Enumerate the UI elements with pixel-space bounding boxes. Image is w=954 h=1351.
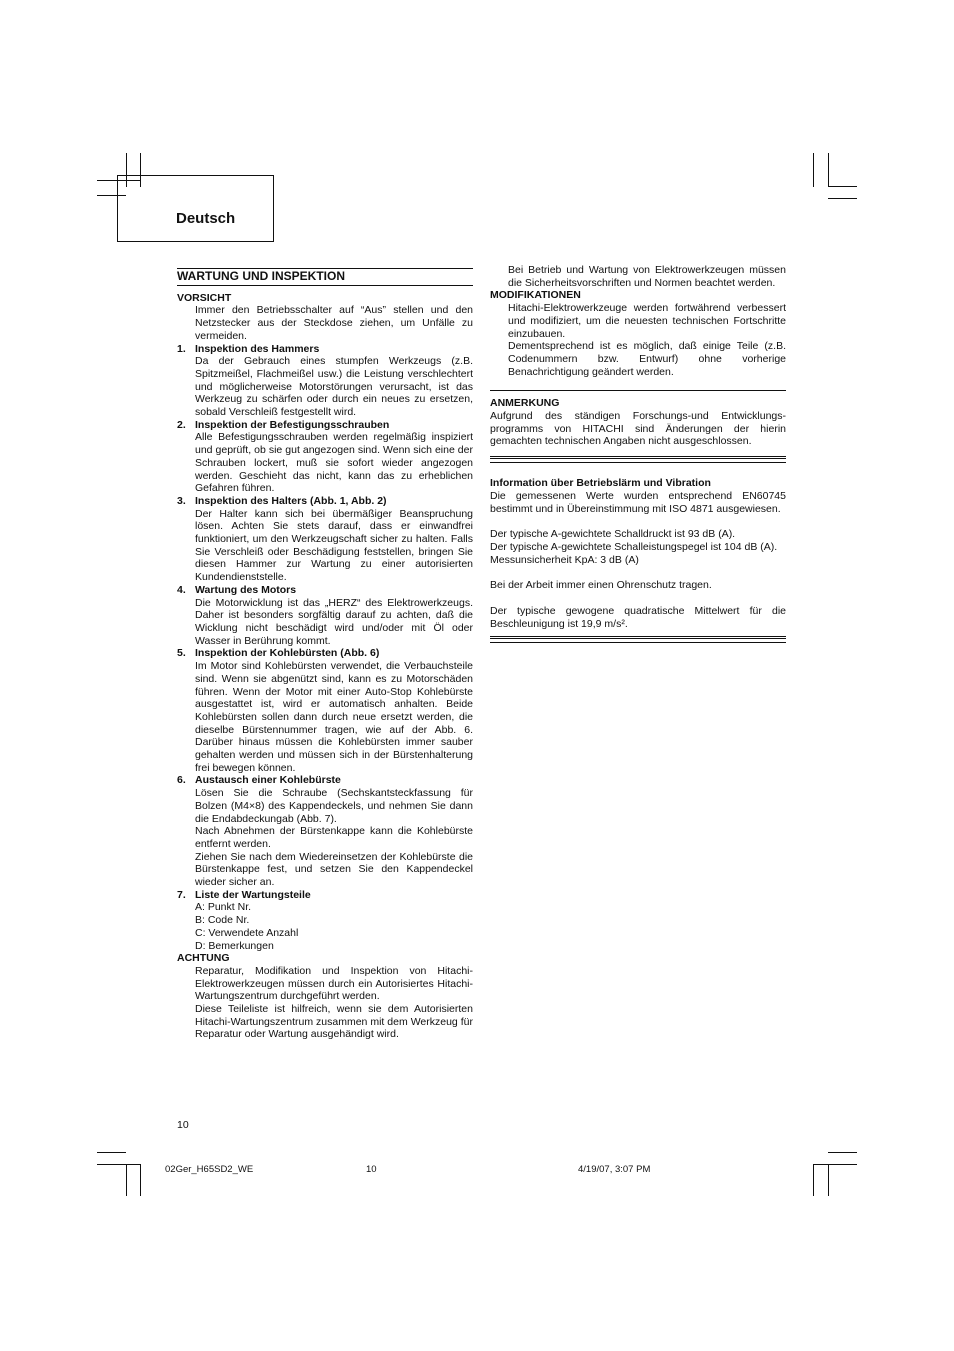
crop-mark — [828, 153, 829, 187]
item-title: Inspektion des Halters (Abb. 1, Abb. 2) — [195, 494, 387, 507]
vorsicht-label: VORSICHT — [177, 291, 232, 304]
sound-power-text: Der typische A-gewichtete Schalleistungspegel ist 104 dB (A). — [490, 540, 778, 553]
list-item — [177, 495, 473, 584]
modifikationen-text: Dementsprechend ist es möglich, daß einige Teile (z.B. Codenummern bzw. Entwurf) ohne vorherige Benachrichtigung geändert werden. — [508, 340, 786, 378]
item-title: Inspektion der Befestigungsschrauben — [195, 418, 390, 431]
page-number: 10 — [177, 1119, 189, 1131]
list-item — [177, 343, 473, 419]
language-box — [117, 175, 274, 242]
parts-column-b: B: Code Nr. — [195, 914, 250, 927]
item-title: Liste der Wartungsteile — [195, 888, 311, 901]
modifikationen-text: Hitachi-Elektrowerkzeuge werden fortwährend verbessert und modifiziert, um die neuesten technischen Fortschritte einzubauen. — [508, 302, 786, 340]
crop-mark — [813, 1164, 814, 1196]
section-title: WARTUNG UND INSPEKTION — [177, 268, 473, 286]
item-number: 2. — [177, 418, 186, 431]
intro-text: Bei Betrieb und Wartung von Elektrowerkzeugen müssen die Sicherheitsvorschriften und Normen beachtet werden. — [508, 264, 786, 289]
item-number: 7. — [177, 888, 186, 901]
ear-protection-text: Bei der Arbeit immer einen Ohrenschutz tragen. — [490, 579, 712, 592]
list-item — [177, 419, 473, 495]
item-number: 3. — [177, 494, 186, 507]
sound-pressure-text: Der typische A-gewichtete Schalldruckt ist 93 dB (A). — [490, 528, 736, 541]
footer-date: 4/19/07, 3:07 PM — [578, 1164, 651, 1175]
noise-title: Information über Betriebslärm und Vibration — [490, 477, 711, 490]
vorsicht-text: Immer den Betriebsschalter auf “Aus” stellen und den Netzstecker aus der Steckdose ziehen, um Unfälle zu vermeiden. — [195, 304, 473, 342]
item-text: Der Halter kann sich bei übermäßiger Beanspruchung lösen. Achten Sie stets darauf, dass er einwandfrei funktioniert, um den Werkzeugschaft sicher zu halten. Falls Sie Verschleiß oder Beschädigung feststellen, bringen Sie diesen Hammer zur Wartung zu einer autorisierten Kundendienststelle. — [195, 507, 473, 584]
achtung-label: ACHTUNG — [177, 952, 230, 965]
item-number: 6. — [177, 774, 186, 787]
modifikationen-label: MODIFIKATIONEN — [490, 289, 581, 302]
crop-mark — [126, 1164, 127, 1196]
uncertainty-text: Messunsicherheit KpA: 3 dB (A) — [490, 553, 639, 566]
list-item — [177, 774, 473, 888]
parts-column-c: C: Verwendete Anzahl — [195, 926, 299, 939]
item-number: 5. — [177, 647, 186, 660]
item-text: Ziehen Sie nach dem Wiedereinsetzen der Kohlebürste die Bürstenkappe fest, und setzen Sie den Kappendeckel wieder sicher an. — [195, 850, 473, 889]
item-text: Im Motor sind Kohlebürsten verwendet, die Verbauchsteile sind. Wenn sie abgenützt sind, kann es zu Motorschäden führen. Wenn der Motor mit einer Auto-Stop Kohlebürste ausgestattet ist, wird er automatisch anhalten. Beide Kohlebürsten sollen dann durch neue ersetzt werden, die dieselbe Bürstennummer tragen, wie auf der Abb. 6. Darüber hinaus müssen die Kohlebürsten immer sauber gehalten werden und müssen sich in der Bürstenhalterung frei bewegen können. — [195, 660, 473, 774]
language-title: Deutsch — [176, 210, 236, 227]
item-title: Inspektion des Hammers — [195, 342, 320, 355]
achtung-text: Diese Teileliste ist hilfreich, wenn sie dem Autorisierten Hitachi-Wartungszentrum zusammen mit dem Werkzeug für Reparatur oder Wartung ausgehändigt wird. — [195, 1003, 473, 1041]
item-text: Die Motorwicklung ist das „HERZ“ des Elektrowerkzeugs. Daher ist besonders sorgfältig darauf zu achten, daß die Wicklung nicht beschädigt wird und/oder mit Öl oder Wasser in Berührung kommt. — [195, 596, 473, 647]
crop-mark — [97, 1152, 126, 1153]
item-number: 4. — [177, 583, 186, 596]
crop-mark — [828, 1152, 857, 1153]
parts-column-d: D: Bemerkungen — [195, 939, 274, 952]
anmerkung-text: Aufgrund des ständigen Forschungs-und Entwicklungs-programms von HITACHI sind Änderungen der hierin gemachten technischen Angaben nicht ausgeschlossen. — [490, 410, 786, 448]
crop-mark — [813, 1164, 857, 1165]
crop-mark — [828, 198, 857, 199]
item-text: Lösen Sie die Schraube (Sechskantsteckfassung für Bolzen (M4×8) des Kappendeckels, und nehmen Sie dann die Endabdeckungab (Abb. 7). — [195, 787, 473, 825]
parts-column-a: A: Punkt Nr. — [195, 901, 252, 914]
list-item — [177, 889, 473, 953]
item-title: Austausch einer Kohlebürste — [195, 774, 341, 787]
achtung-text: Reparatur, Modifikation und Inspektion von Hitachi-Elektrowerkzeugen müssen durch ein Autorisiertes Hitachi-Wartungszentrum durchgeführt werden. — [195, 964, 473, 1003]
divider — [490, 390, 786, 391]
item-number: 1. — [177, 342, 186, 355]
left-column — [177, 268, 473, 1041]
divider — [490, 456, 786, 463]
noise-text: Die gemessenen Werte wurden entsprechend EN60745 bestimmt und in Übereinstimmung mit ISO 4871 ausgewiesen. — [490, 489, 786, 515]
item-text: Alle Befestigungsschrauben werden regelmäßig inspiziert und geprüft, ob sie gut angezogen sind. Wenn sich eine der Schrauben lockert, muß sie sofort wieder angezogen werden. Geschieht das nicht, kann das zu erheblichen Gefahren führen. — [195, 431, 473, 495]
crop-mark — [813, 153, 814, 187]
footer-sheet: 10 — [366, 1164, 377, 1175]
footer-file: 02Ger_H65SD2_WE — [165, 1164, 254, 1175]
right-column — [490, 264, 786, 649]
divider — [490, 636, 786, 643]
anmerkung-label: ANMERKUNG — [490, 397, 560, 410]
item-title: Wartung des Motors — [195, 583, 297, 596]
item-title: Inspektion der Kohlebürsten (Abb. 6) — [195, 647, 380, 660]
crop-mark — [828, 1164, 829, 1196]
item-text: Nach Abnehmen der Bürstenkappe kann die Kohlebürste entfernt werden. — [195, 825, 473, 850]
list-item — [177, 584, 473, 648]
crop-mark — [828, 186, 857, 187]
crop-mark — [140, 1164, 141, 1196]
list-item — [177, 647, 473, 774]
item-text: Da der Gebrauch eines stumpfen Werkzeugs (z.B. Spitzmeißel, Flachmeißel usw.) die Leistung verschlechtert und möglicherweise Motorstörungen verursacht, ist das Werkzeug zu schärfen oder durch ein neues zu ersetzen, sobald Verschleiß festgestellt wird. — [195, 355, 473, 419]
crop-mark — [97, 1164, 141, 1165]
vibration-text: Der typische gewogene quadratische Mittelwert für die Beschleunigung ist 19,9 m/s². — [490, 605, 786, 630]
